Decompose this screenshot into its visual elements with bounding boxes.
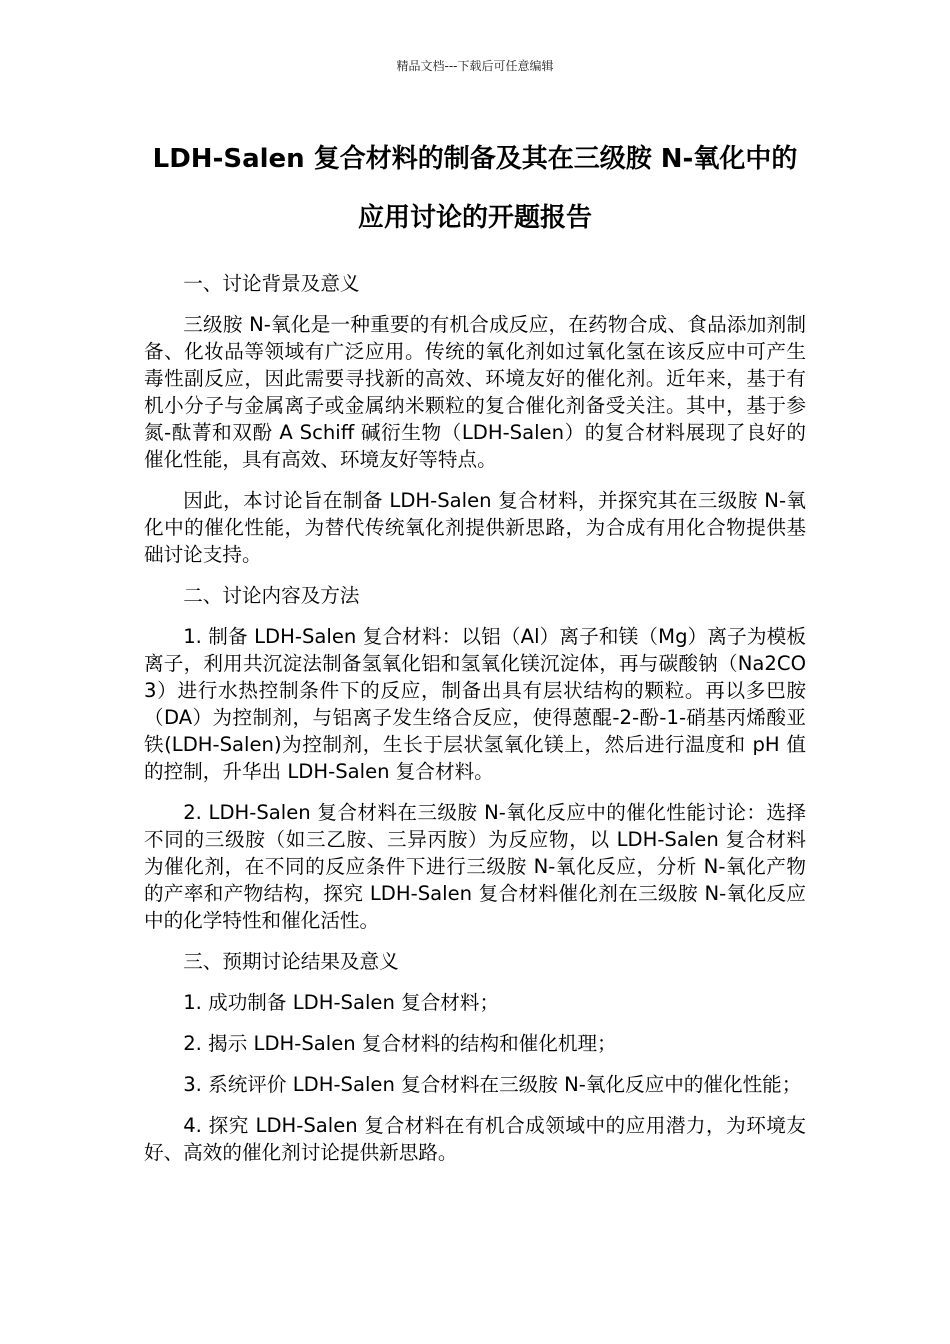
paragraph-method-catalysis: 2. LDH-Salen 复合材料在三级胺 N-氧化反应中的催化性能讨论：选择不同的三级胺（如三乙胺、三异丙胺）为反应物，以 LDH-Salen 复合材料为催化剂，在不同的反应条件下进行三级胺 N-氧化反应，分析 N-氧化产物的产率和产物结构，探究 LDH-Salen 复合材料催化剂在三级胺 N-氧化反应中的化学特性和催化活性。 <box>144 801 806 932</box>
paragraph-background: 三级胺 N-氧化是一种重要的有机合成反应，在药物合成、食品添加剂制备、化妆品等领域有广泛应用。传统的氧化剂如过氧化氢在该反应中可产生毒性副反应，因此需要寻找新的高效、环境友好的催化剂。近年来，基于有机小分子与金属离子或金属纳米颗粒的复合催化剂备受关注。其中，基于参氮-酞菁和双酚 A Schiff 碱衍生物（LDH-Salen）的复合材料展现了良好的催化性能，具有高效、环境友好等特点。 <box>144 313 806 471</box>
list-item-result-1: 1. 成功制备 LDH-Salen 复合材料； <box>183 991 500 1014</box>
section-heading-background: 一、讨论背景及意义 <box>183 272 360 295</box>
list-item-result-4: 4. 探究 LDH-Salen 复合材料在有机合成领域中的应用潜力，为环境友好、高效的催化剂讨论提供新思路。 <box>144 1114 806 1164</box>
list-item-result-3: 3. 系统评价 LDH-Salen 复合材料在三级胺 N-氧化反应中的催化性能； <box>183 1073 802 1096</box>
document-title: LDH-Salen 复合材料的制备及其在三级胺 N-氧化中的应用讨论的开题报告 <box>152 144 798 233</box>
section-heading-expected-results: 三、预期讨论结果及意义 <box>183 950 399 973</box>
document-body <box>144 270 806 1180</box>
section-heading-methods: 二、讨论内容及方法 <box>183 584 360 607</box>
paragraph-purpose: 因此，本讨论旨在制备 LDH-Salen 复合材料，并探究其在三级胺 N-氧化中的催化性能，为替代传统氧化剂提供新思路，为合成有用化合物提供基础讨论支持。 <box>144 489 806 566</box>
header-note: 精品文档---下载后可任意编辑 <box>396 59 554 73</box>
paragraph-method-preparation: 1. 制备 LDH-Salen 复合材料：以铝（Al）离子和镁（Mg）离子为模板离子，利用共沉淀法制备氢氧化铝和氢氧化镁沉淀体，再与碳酸钠（Na2CO3）进行水热控制条件下的反应，制备出具有层状结构的颗粒。再以多巴胺（DA）为控制剂，与铝离子发生络合反应，使得蒽醌-2-酚-1-硝基丙烯酸亚铁(LDH-Salen)为控制剂，生长于层状氢氧化镁上，然后进行温度和 pH 值的控制，升华出 LDH-Salen 复合材料。 <box>144 625 806 783</box>
list-item-result-2: 2. 揭示 LDH-Salen 复合材料的结构和催化机理； <box>183 1032 617 1055</box>
